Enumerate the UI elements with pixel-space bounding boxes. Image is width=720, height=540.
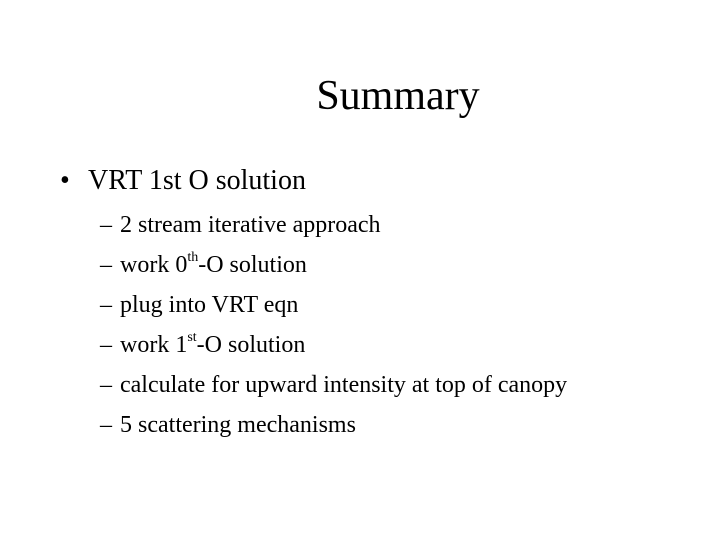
sub-bullet-text-post: -O solution (196, 332, 306, 358)
sub-bullet-text: 2 stream iterative approach (120, 212, 381, 238)
sub-bullet-item (100, 205, 567, 245)
sub-bullet-item (100, 365, 567, 405)
dash-marker: – (100, 252, 112, 278)
dash-marker: – (100, 212, 112, 238)
sub-bullet-list (100, 205, 567, 445)
superscript-text: st (187, 330, 197, 345)
main-bullet (60, 163, 306, 199)
sub-bullet-text-pre: work 1 (120, 332, 188, 358)
sub-bullet-text: plug into VRT eqn (120, 292, 299, 318)
dash-marker: – (100, 292, 112, 318)
sub-bullet-text: calculate for upward intensity at top of canopy (120, 372, 568, 398)
sub-bullet-text-post: -O solution (198, 252, 307, 278)
slide-title: Summary (316, 73, 480, 119)
sub-bullet-item (100, 285, 567, 325)
sub-bullet-text: 5 scattering mechanisms (120, 412, 356, 438)
dash-marker: – (100, 332, 112, 358)
sub-bullet-item (100, 405, 567, 445)
superscript-text: th (187, 250, 199, 265)
dash-marker: – (100, 412, 112, 438)
dash-marker: – (100, 372, 112, 398)
sub-bullet-item (100, 245, 567, 285)
bullet-marker: • (60, 165, 70, 196)
main-bullet-text: VRT 1st O solution (88, 165, 306, 196)
sub-bullet-text-pre: work 0 (120, 252, 188, 278)
sub-bullet-item (100, 325, 567, 365)
